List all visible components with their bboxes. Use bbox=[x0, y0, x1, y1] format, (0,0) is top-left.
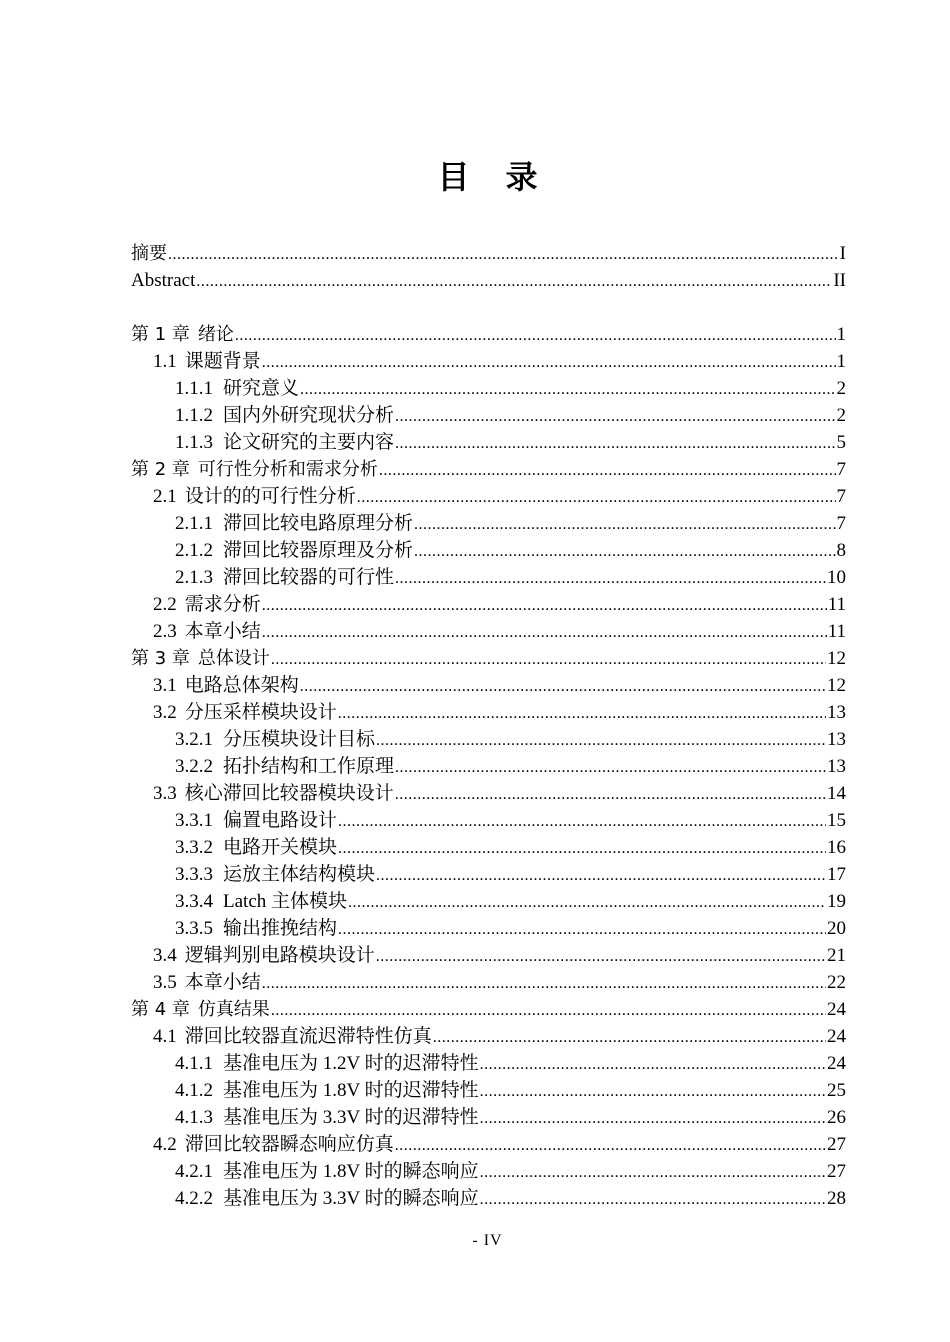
toc-leader bbox=[338, 835, 826, 862]
toc-entry-number: 3.3 bbox=[153, 783, 177, 804]
toc-entry-level3[interactable] bbox=[131, 429, 846, 456]
toc-entry-number: 第 1 章 bbox=[131, 324, 190, 345]
toc-entry-text: 可行性分析和需求分析 bbox=[197, 459, 378, 480]
toc-entry-text: 需求分析 bbox=[184, 594, 261, 615]
toc-entry-page: 13 bbox=[827, 702, 846, 723]
toc-entry-number: 1.1 bbox=[153, 351, 177, 372]
toc-entry-abstract-cn[interactable] bbox=[131, 240, 846, 267]
toc-entry-page: 5 bbox=[836, 432, 846, 453]
toc-entry-text: 课题背景 bbox=[184, 351, 261, 372]
toc-entry-text: 基准电压为 3.3V 时的迟滞特性 bbox=[223, 1107, 479, 1128]
toc-entry-page: 14 bbox=[827, 783, 846, 804]
toc-entry-page: 24 bbox=[827, 1053, 846, 1074]
toc-leader bbox=[262, 349, 836, 376]
toc-leader bbox=[379, 457, 836, 484]
toc-entry-page: 12 bbox=[827, 675, 846, 696]
toc-entry-page: 1 bbox=[836, 351, 846, 372]
toc-entry-number: 1.1.2 bbox=[175, 405, 213, 426]
toc-entry-text: 滞回比较器瞬态响应仿真 bbox=[184, 1134, 394, 1155]
toc-leader bbox=[395, 403, 835, 430]
toc-leader bbox=[348, 889, 826, 916]
toc-leader bbox=[395, 1132, 826, 1159]
toc-entry-number: 4.2.2 bbox=[175, 1188, 213, 1209]
toc-entry-level2[interactable] bbox=[131, 1023, 846, 1050]
toc-entry-number: 1.1.1 bbox=[175, 378, 213, 399]
toc-entry-text: 滞回比较器直流迟滞特性仿真 bbox=[184, 1026, 432, 1047]
toc-leader bbox=[338, 808, 826, 835]
toc-entry-page: 2 bbox=[836, 405, 846, 426]
toc-entry-page: 21 bbox=[827, 945, 846, 966]
toc-entry-text: 滞回比较器原理及分析 bbox=[223, 540, 414, 561]
toc-entry-number: 4.2.1 bbox=[175, 1161, 213, 1182]
toc-entry-page: 1 bbox=[836, 324, 846, 345]
toc-entry-text: 摘要 bbox=[131, 243, 167, 264]
toc-entry-level3[interactable] bbox=[131, 1050, 846, 1077]
toc-entry-number: 3.4 bbox=[153, 945, 177, 966]
toc-entry-level3[interactable] bbox=[131, 861, 846, 888]
toc-entry-number: 第 3 章 bbox=[131, 648, 190, 669]
toc-entry-text: Latch 主体模块 bbox=[223, 891, 348, 912]
toc-leader bbox=[480, 1078, 826, 1105]
toc-entry-level2[interactable] bbox=[131, 591, 846, 618]
toc-entry-level3[interactable] bbox=[131, 510, 846, 537]
toc-entry-text: 基准电压为 3.3V 时的瞬态响应 bbox=[223, 1188, 479, 1209]
toc-entry-page: 2 bbox=[836, 378, 846, 399]
toc-entry-number: 3.3.5 bbox=[175, 918, 213, 939]
toc-entry-number: 3.2.2 bbox=[175, 756, 213, 777]
toc-entry-level3[interactable] bbox=[131, 915, 846, 942]
toc-entry-level3[interactable] bbox=[131, 1158, 846, 1185]
toc-entry-page: 26 bbox=[827, 1107, 846, 1128]
page-number-footer: - IV bbox=[472, 1232, 503, 1249]
toc-leader bbox=[168, 241, 839, 268]
toc-entry-level3[interactable] bbox=[131, 1077, 846, 1104]
toc-entry-number: 4.1.1 bbox=[175, 1053, 213, 1074]
toc-leader bbox=[271, 997, 826, 1024]
toc-entry-page: 20 bbox=[827, 918, 846, 939]
toc-entry-text: 国内外研究现状分析 bbox=[223, 405, 395, 426]
toc-leader bbox=[480, 1159, 826, 1186]
toc-entry-page: 13 bbox=[827, 756, 846, 777]
toc-entry-text: 基准电压为 1.8V 时的迟滞特性 bbox=[223, 1080, 479, 1101]
toc-leader bbox=[262, 619, 827, 646]
toc-entry-text: 绪论 bbox=[197, 324, 234, 345]
toc-entry-number: 2.3 bbox=[153, 621, 177, 642]
toc-leader bbox=[395, 781, 826, 808]
toc-leader bbox=[357, 484, 836, 511]
toc-entry-page: 13 bbox=[827, 729, 846, 750]
toc-entry-text: 论文研究的主要内容 bbox=[223, 432, 395, 453]
toc-entry-level2[interactable] bbox=[131, 969, 846, 996]
toc-entry-page: 27 bbox=[827, 1161, 846, 1182]
toc-entry-page: 15 bbox=[827, 810, 846, 831]
toc-entry-text: 输出推挽结构 bbox=[223, 918, 338, 939]
toc-entry-number: 2.2 bbox=[153, 594, 177, 615]
toc-entry-level2[interactable] bbox=[131, 672, 846, 699]
toc-leader bbox=[433, 1024, 826, 1051]
toc-entry-text: 滞回比较器的可行性 bbox=[223, 567, 395, 588]
toc-entry-text: 电路开关模块 bbox=[223, 837, 338, 858]
toc-entry-level3[interactable] bbox=[131, 834, 846, 861]
toc-entry-number: 4.1 bbox=[153, 1026, 177, 1047]
toc-entry-text: 研究意义 bbox=[223, 378, 300, 399]
toc-entry-number: 3.3.3 bbox=[175, 864, 213, 885]
toc-entry-number: 4.2 bbox=[153, 1134, 177, 1155]
toc-entry-level3[interactable] bbox=[131, 1185, 846, 1212]
toc-entry-page: 10 bbox=[827, 567, 846, 588]
toc-leader bbox=[480, 1105, 826, 1132]
toc-entry-text: 分压模块设计目标 bbox=[223, 729, 376, 750]
toc-entry-level3[interactable] bbox=[131, 1104, 846, 1131]
toc-entry-level2[interactable] bbox=[131, 942, 846, 969]
toc-entry-number: 3.2.1 bbox=[175, 729, 213, 750]
toc-entry-level2[interactable] bbox=[131, 348, 846, 375]
toc-entry-number: 3.3.1 bbox=[175, 810, 213, 831]
toc-leader bbox=[376, 862, 826, 889]
toc-entry-number: 4.1.2 bbox=[175, 1080, 213, 1101]
toc-entry-number: 3.3.2 bbox=[175, 837, 213, 858]
toc-entry-page: 11 bbox=[827, 621, 846, 642]
page-title bbox=[0, 152, 950, 198]
toc-leader bbox=[414, 511, 835, 538]
toc-entry-number: 2.1.3 bbox=[175, 567, 213, 588]
toc-entry-level3[interactable] bbox=[131, 807, 846, 834]
toc-entry-abstract-en[interactable] bbox=[131, 267, 846, 294]
toc-entry-level2[interactable] bbox=[131, 618, 846, 645]
toc-entry-text: Abstract bbox=[131, 270, 196, 291]
toc-entry-page: 28 bbox=[827, 1188, 846, 1209]
toc-entry-text: 逻辑判别电路模块设计 bbox=[184, 945, 375, 966]
toc-leader bbox=[271, 646, 826, 673]
toc-leader bbox=[376, 727, 826, 754]
toc-entry-level2[interactable] bbox=[131, 699, 846, 726]
toc-entry-page: 19 bbox=[827, 891, 846, 912]
toc-leader bbox=[395, 754, 826, 781]
toc-leader bbox=[262, 970, 826, 997]
toc-entry-text: 本章小结 bbox=[184, 972, 261, 993]
toc-leader bbox=[338, 700, 826, 727]
toc-entry-page: 7 bbox=[836, 486, 846, 507]
toc-leader bbox=[262, 592, 827, 619]
toc-entry-text: 拓扑结构和工作原理 bbox=[223, 756, 395, 777]
toc-entry-text: 运放主体结构模块 bbox=[223, 864, 376, 885]
toc-entry-page: 8 bbox=[836, 540, 846, 561]
toc-entry-number: 3.1 bbox=[153, 675, 177, 696]
toc-entry-level2[interactable] bbox=[131, 780, 846, 807]
toc-entry-text: 偏置电路设计 bbox=[223, 810, 338, 831]
toc-entry-number: 3.5 bbox=[153, 972, 177, 993]
toc-entry-number: 3.3.4 bbox=[175, 891, 213, 912]
toc-entry-level1[interactable] bbox=[131, 321, 846, 348]
toc-entry-level3[interactable] bbox=[131, 375, 846, 402]
toc-entry-level3[interactable] bbox=[131, 537, 846, 564]
toc-entry-number: 2.1 bbox=[153, 486, 177, 507]
toc-leader bbox=[480, 1186, 826, 1213]
toc-entry-page: 27 bbox=[827, 1134, 846, 1155]
toc-entry-text: 滞回比较电路原理分析 bbox=[223, 513, 414, 534]
toc-entry-number: 3.2 bbox=[153, 702, 177, 723]
table-of-contents bbox=[131, 240, 846, 1212]
toc-entry-level3[interactable] bbox=[131, 402, 846, 429]
toc-entry-page: 11 bbox=[827, 594, 846, 615]
toc-entry-level1[interactable] bbox=[131, 645, 846, 672]
toc-leader bbox=[395, 565, 826, 592]
toc-entry-page: I bbox=[839, 243, 846, 264]
toc-entry-level1[interactable] bbox=[131, 456, 846, 483]
toc-leader bbox=[300, 673, 826, 700]
title-char-1: 目 bbox=[437, 158, 470, 196]
toc-entry-page: 24 bbox=[827, 1026, 846, 1047]
toc-spacer bbox=[131, 294, 846, 321]
toc-entry-level3[interactable] bbox=[131, 888, 846, 915]
toc-leader bbox=[300, 376, 835, 403]
toc-leader bbox=[395, 430, 835, 457]
toc-entry-level3[interactable] bbox=[131, 564, 846, 591]
toc-leader bbox=[376, 943, 826, 970]
toc-entry-number: 4.1.3 bbox=[175, 1107, 213, 1128]
toc-entry-level2[interactable] bbox=[131, 483, 846, 510]
toc-entry-text: 分压采样模块设计 bbox=[184, 702, 337, 723]
toc-entry-number: 2.1.2 bbox=[175, 540, 213, 561]
toc-entry-page: 12 bbox=[827, 648, 846, 669]
title-char-2: 录 bbox=[505, 158, 538, 196]
toc-entry-page: 22 bbox=[827, 972, 846, 993]
toc-entries bbox=[131, 321, 846, 1212]
toc-entry-page: 17 bbox=[827, 864, 846, 885]
toc-entry-text: 核心滞回比较器模块设计 bbox=[184, 783, 394, 804]
toc-entry-number: 第 4 章 bbox=[131, 999, 190, 1020]
toc-entry-page: 7 bbox=[836, 459, 846, 480]
toc-entry-text: 基准电压为 1.2V 时的迟滞特性 bbox=[223, 1053, 479, 1074]
toc-entry-page: 16 bbox=[827, 837, 846, 858]
toc-entry-text: 仿真结果 bbox=[197, 999, 270, 1020]
toc-entry-number: 2.1.1 bbox=[175, 513, 213, 534]
toc-entry-text: 基准电压为 1.8V 时的瞬态响应 bbox=[223, 1161, 479, 1182]
toc-leader bbox=[414, 538, 835, 565]
toc-entry-page: 24 bbox=[827, 999, 846, 1020]
toc-entry-text: 设计的的可行性分析 bbox=[184, 486, 356, 507]
toc-entry-level2[interactable] bbox=[131, 1131, 846, 1158]
toc-leader bbox=[338, 916, 826, 943]
toc-leader bbox=[196, 268, 832, 295]
toc-entry-page: 25 bbox=[827, 1080, 846, 1101]
toc-entry-number: 1.1.3 bbox=[175, 432, 213, 453]
toc-leader bbox=[480, 1051, 826, 1078]
toc-entry-text: 本章小结 bbox=[184, 621, 261, 642]
toc-entry-page: 7 bbox=[836, 513, 846, 534]
toc-entry-level3[interactable] bbox=[131, 726, 846, 753]
toc-entry-level3[interactable] bbox=[131, 753, 846, 780]
toc-entry-text: 总体设计 bbox=[197, 648, 270, 669]
toc-leader bbox=[235, 322, 836, 349]
toc-entry-level1[interactable] bbox=[131, 996, 846, 1023]
toc-entry-page: II bbox=[833, 270, 846, 291]
toc-entry-text: 电路总体架构 bbox=[184, 675, 299, 696]
toc-entry-number: 第 2 章 bbox=[131, 459, 190, 480]
